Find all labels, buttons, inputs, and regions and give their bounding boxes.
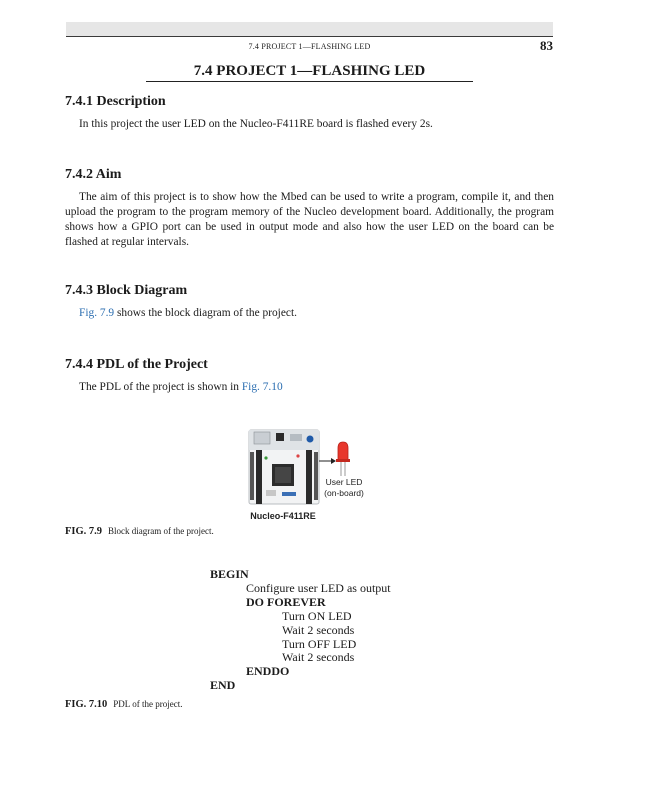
page-number: 83: [540, 38, 553, 53]
pdl-line: Turn ON LED: [282, 608, 352, 623]
pdl-line: DO FOREVER: [246, 594, 326, 609]
pdl-line: ENDDO: [246, 664, 290, 679]
pdl-line: Turn OFF LED: [282, 636, 357, 651]
running-head: 7.4 PROJECT 1—FLASHING LED: [248, 42, 371, 51]
aim-text: The aim of this project is to show how the Mbed can be used to write a program, compile it, and then upload the program to the program memory of the Nucleo development board. Additionally, the program shows how a GPIO port can be used in output mode and also how the user LED on the board can be flashed at regular intervals.: [65, 191, 554, 248]
pdl-line: Wait 2 seconds: [282, 622, 355, 637]
board-label: Nucleo-F411RE: [250, 511, 316, 521]
block-diagram-text: shows the block diagram of the project.: [114, 307, 297, 319]
heading-description: 7.4.1 Description: [65, 94, 166, 109]
heading-aim: 7.4.2 Aim: [65, 167, 122, 182]
pdl-line: Configure user LED as output: [246, 580, 391, 595]
fig-7-9-label: FIG. 7.9: [65, 526, 103, 537]
section-title: 7.4 PROJECT 1—FLASHING LED: [146, 63, 473, 82]
led-label-line2: (on-board): [324, 488, 364, 498]
block-diagram-figure: [246, 428, 382, 522]
description-text: In this project the user LED on the Nucleo-F411RE board is flashed every 2s.: [79, 118, 433, 130]
pdl-line: Wait 2 seconds: [282, 650, 355, 665]
description-paragraph: [65, 117, 554, 132]
fig-7-9-caption: [65, 526, 214, 537]
heading-pdl: 7.4.4 PDL of the Project: [65, 357, 208, 372]
fig-7-10-caption-text: PDL of the project.: [113, 699, 183, 709]
heading-block-diagram: 7.4.3 Block Diagram: [65, 283, 188, 298]
block-diagram-paragraph: [65, 306, 554, 321]
nucleo-board-image: [249, 430, 319, 504]
block-diagram-svg: [246, 428, 382, 522]
fig-7-10-link[interactable]: Fig. 7.10: [241, 381, 283, 393]
pdl-listing: [210, 568, 391, 693]
pdl-line: END: [210, 678, 236, 693]
pdl-paragraph: [65, 380, 554, 395]
header-rule: [66, 36, 553, 37]
pdl-text: The PDL of the project is shown in: [79, 381, 242, 393]
fig-7-10-label: FIG. 7.10: [65, 699, 108, 710]
arrow-head-icon: [331, 458, 336, 464]
aim-paragraph: [65, 190, 554, 250]
fig-7-9-caption-text: Block diagram of the project.: [108, 526, 214, 536]
pdl-line: BEGIN: [210, 567, 249, 581]
red-led-icon: [336, 442, 350, 476]
header-band: [66, 22, 553, 36]
fig-7-10-caption: [65, 699, 182, 710]
fig-7-9-link[interactable]: Fig. 7.9: [79, 307, 115, 319]
led-label-line1: User LED: [325, 477, 363, 487]
